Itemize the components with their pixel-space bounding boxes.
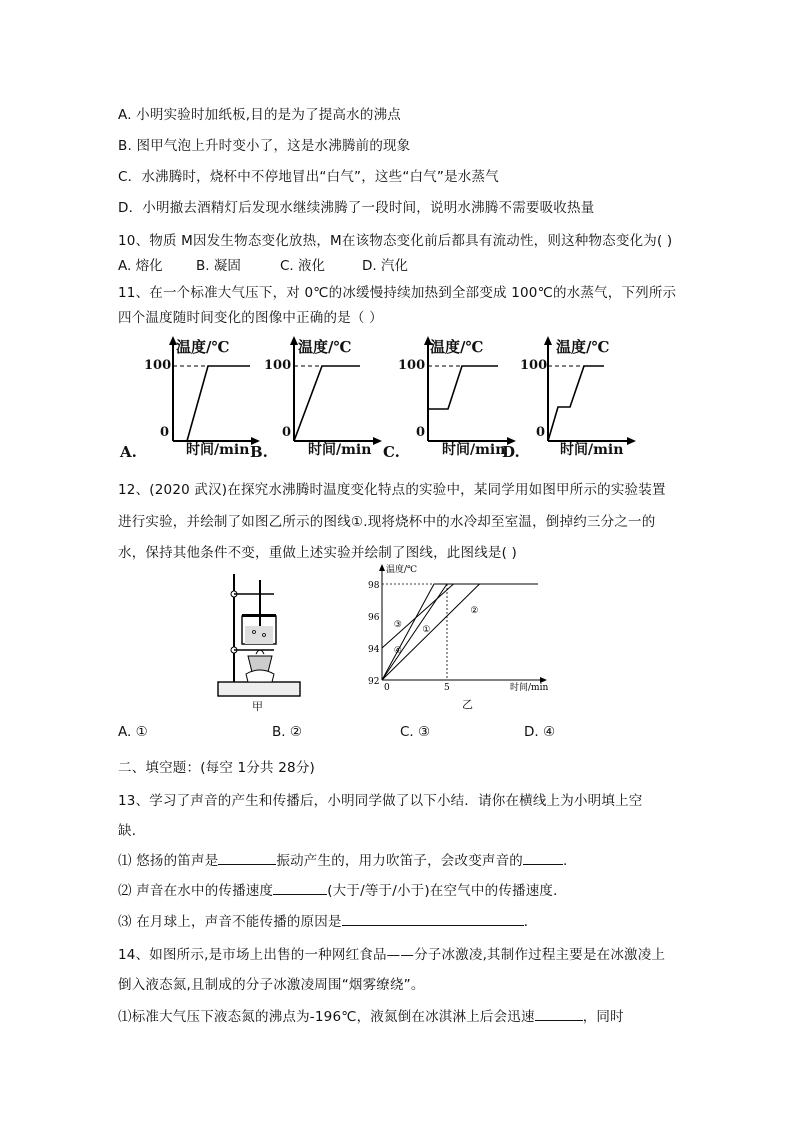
q12-stem-line2: 进行实验，并绘制了如图乙所示的图线①.现将烧杯中的水冷却至室温，倒掉约三分之一的 xyxy=(118,514,656,530)
q12-chart-svg xyxy=(352,562,552,692)
q11-graph-b-y100: 100 xyxy=(264,358,292,373)
q11-graph-d-y100: 100 xyxy=(520,358,548,373)
q14-blank-1[interactable] xyxy=(535,1006,583,1021)
q14-sub1-text-b: ，同时 xyxy=(582,1009,624,1025)
q13-stem-line1: 13、学习了声音的产生和传播后，小明同学做了以下小结．请你在横线上为小明填上空 xyxy=(118,793,643,809)
chart-caption: 乙 xyxy=(462,698,473,711)
series-line-1 xyxy=(382,584,538,680)
q11-graph-c-xlabel: 时间/min xyxy=(442,442,506,458)
q11-graph-a-label: A. xyxy=(120,443,137,461)
q13-sub2 xyxy=(118,879,567,899)
q12-option-b: B. ② xyxy=(272,724,302,740)
q11-graph-c-label: C. xyxy=(383,443,400,461)
series-line-3 xyxy=(382,584,538,680)
q12-option-d: D. ④ xyxy=(524,724,556,740)
q11-graph-c-ylabel: 温度/℃ xyxy=(430,338,484,356)
q11-graph-b xyxy=(250,333,390,465)
q11-graph-a-y100: 100 xyxy=(144,358,172,373)
q12-option-c: C. ③ xyxy=(400,724,431,740)
q11-graph-a-origin: 0 xyxy=(160,425,170,440)
series-label-2: ① xyxy=(422,625,431,635)
q9-option-b: B. 图甲气泡上升时变小了，这是水沸腾前的现象 xyxy=(118,138,411,154)
series-line-4 xyxy=(382,584,538,648)
apparatus-svg xyxy=(212,570,308,700)
q13-blank-3[interactable] xyxy=(273,880,327,895)
q13-sub1-text-a: ⑴ 悠扬的笛声是 xyxy=(118,853,219,869)
q11-graph-c-y100: 100 xyxy=(398,358,426,373)
q11-graph-d-ylabel: 温度/℃ xyxy=(556,338,610,356)
q13-sub1-text-b: 振动产生的，用力吹笛子，会改变声音的 xyxy=(276,853,524,869)
series-label-3: ② xyxy=(470,605,479,616)
q11-graph-d-origin: 0 xyxy=(536,425,546,440)
series-label-1: ③ xyxy=(393,620,402,631)
q9-option-a: A. 小明实验时加纸板,目的是为了提高水的沸点 xyxy=(118,107,401,123)
y-axis-arrow xyxy=(379,564,385,571)
q13-sub2-text-a: ⑵ 声音在水中的传播速度 xyxy=(118,883,274,899)
y-tick-label: 98 xyxy=(368,581,380,591)
x-tick-label: 0 xyxy=(384,683,390,692)
q13-stem-line2: 缺． xyxy=(118,823,146,839)
q10-option-a: A. 熔化 xyxy=(118,258,163,274)
chart-xlabel: 时间/min xyxy=(510,683,549,692)
q13-blank-1[interactable] xyxy=(218,850,276,865)
q10-stem: 10、物质 M因发生物态变化放热，M在该物态变化前后都具有流动性，则这种物态变化为( ) xyxy=(118,233,673,249)
q10-option-b: B. 凝固 xyxy=(196,258,241,274)
q13-sub2-text-b: (大于/等于/小于)在空气中的传播速度． xyxy=(327,883,567,899)
q11-graph-c-origin: 0 xyxy=(416,425,426,440)
q12-apparatus-figure xyxy=(212,570,308,718)
q12-stem-line1: 12、(2020 武汉)在探究水沸腾时温度变化特点的实验中，某同学用如图甲所示的实验装置 xyxy=(118,482,666,498)
q13-blank-4[interactable] xyxy=(342,911,524,926)
q12-stem-line3: 水，保持其他条件不变，重做上述实验并绘制了图线，此图线是( ) xyxy=(118,545,518,561)
x-tick-label: 5 xyxy=(444,683,450,692)
chart-ylabel: 温度/℃ xyxy=(386,565,418,575)
y-tick-label: 96 xyxy=(368,613,380,623)
q13-sub3-text-b: ． xyxy=(523,914,538,930)
q13-sub1 xyxy=(118,849,568,869)
q11-graph-b-origin: 0 xyxy=(282,425,292,440)
q11-graph-d-xlabel: 时间/min xyxy=(560,442,624,458)
q9-option-c: C．水沸腾时，烧杯中不停地冒出“白气”，这些“白气”是水蒸气 xyxy=(118,169,499,185)
q11-graph-a-ylabel: 温度/℃ xyxy=(176,338,230,356)
section2-title: 二、填空题：(每空 1分共 28分) xyxy=(118,760,315,776)
q11-graph-b-label: B. xyxy=(250,443,268,461)
q13-sub3-text-a: ⑶ 在月球上，声音不能传播的原因是 xyxy=(118,914,342,930)
q11-graph-a-xlabel: 时间/min xyxy=(186,442,250,458)
q10-option-c: C. 液化 xyxy=(280,258,326,274)
y-tick-label: 92 xyxy=(368,677,380,687)
q11-graph-d-label: D. xyxy=(502,443,520,461)
q10-option-d: D. 汽化 xyxy=(362,258,408,274)
series-line-2 xyxy=(382,584,538,680)
q14-sub1 xyxy=(118,1005,624,1025)
apparatus-caption: 甲 xyxy=(252,700,263,713)
q14-sub1-text-a: ⑴标准大气压下液态氮的沸点为-196℃，液氮倒在冰淇淋上后会迅速 xyxy=(118,1009,535,1025)
q14-stem-line2: 倒入液态氮,且制成的分子冰激凌周围“烟雾缭绕”。 xyxy=(118,977,425,993)
y-tick-label: 94 xyxy=(368,645,380,655)
q9-option-d: D．小明撤去酒精灯后发现水继续沸腾了一段时间，说明水沸腾不需要吸收热量 xyxy=(118,200,595,216)
q13-blank-2[interactable] xyxy=(523,850,563,865)
q11-stem-line1: 11、在一个标准大气压下，对 0℃的冰缓慢持续加热到全部变成 100℃的水蒸气，下列所示 xyxy=(118,285,677,301)
q11-graph-b-ylabel: 温度/℃ xyxy=(298,338,352,356)
q11-graph-b-xlabel: 时间/min xyxy=(308,442,372,458)
q11-graph-d xyxy=(502,333,648,465)
q13-sub1-text-c: . xyxy=(563,853,568,869)
series-label-4: ④ xyxy=(393,645,402,656)
q13-sub3 xyxy=(118,910,537,930)
q11-graph-c xyxy=(380,333,520,465)
q12-option-a: A. ① xyxy=(118,724,148,740)
q12-chart xyxy=(352,562,552,712)
q11-graph-a xyxy=(120,333,260,465)
q14-stem-line1: 14、如图所示,是市场上出售的一种网红食品——分子冰激凌,其制作过程主要是在冰激凌上 xyxy=(118,947,666,963)
q11-stem-line2: 四个温度随时间变化的图像中正确的是（ ） xyxy=(118,310,383,326)
